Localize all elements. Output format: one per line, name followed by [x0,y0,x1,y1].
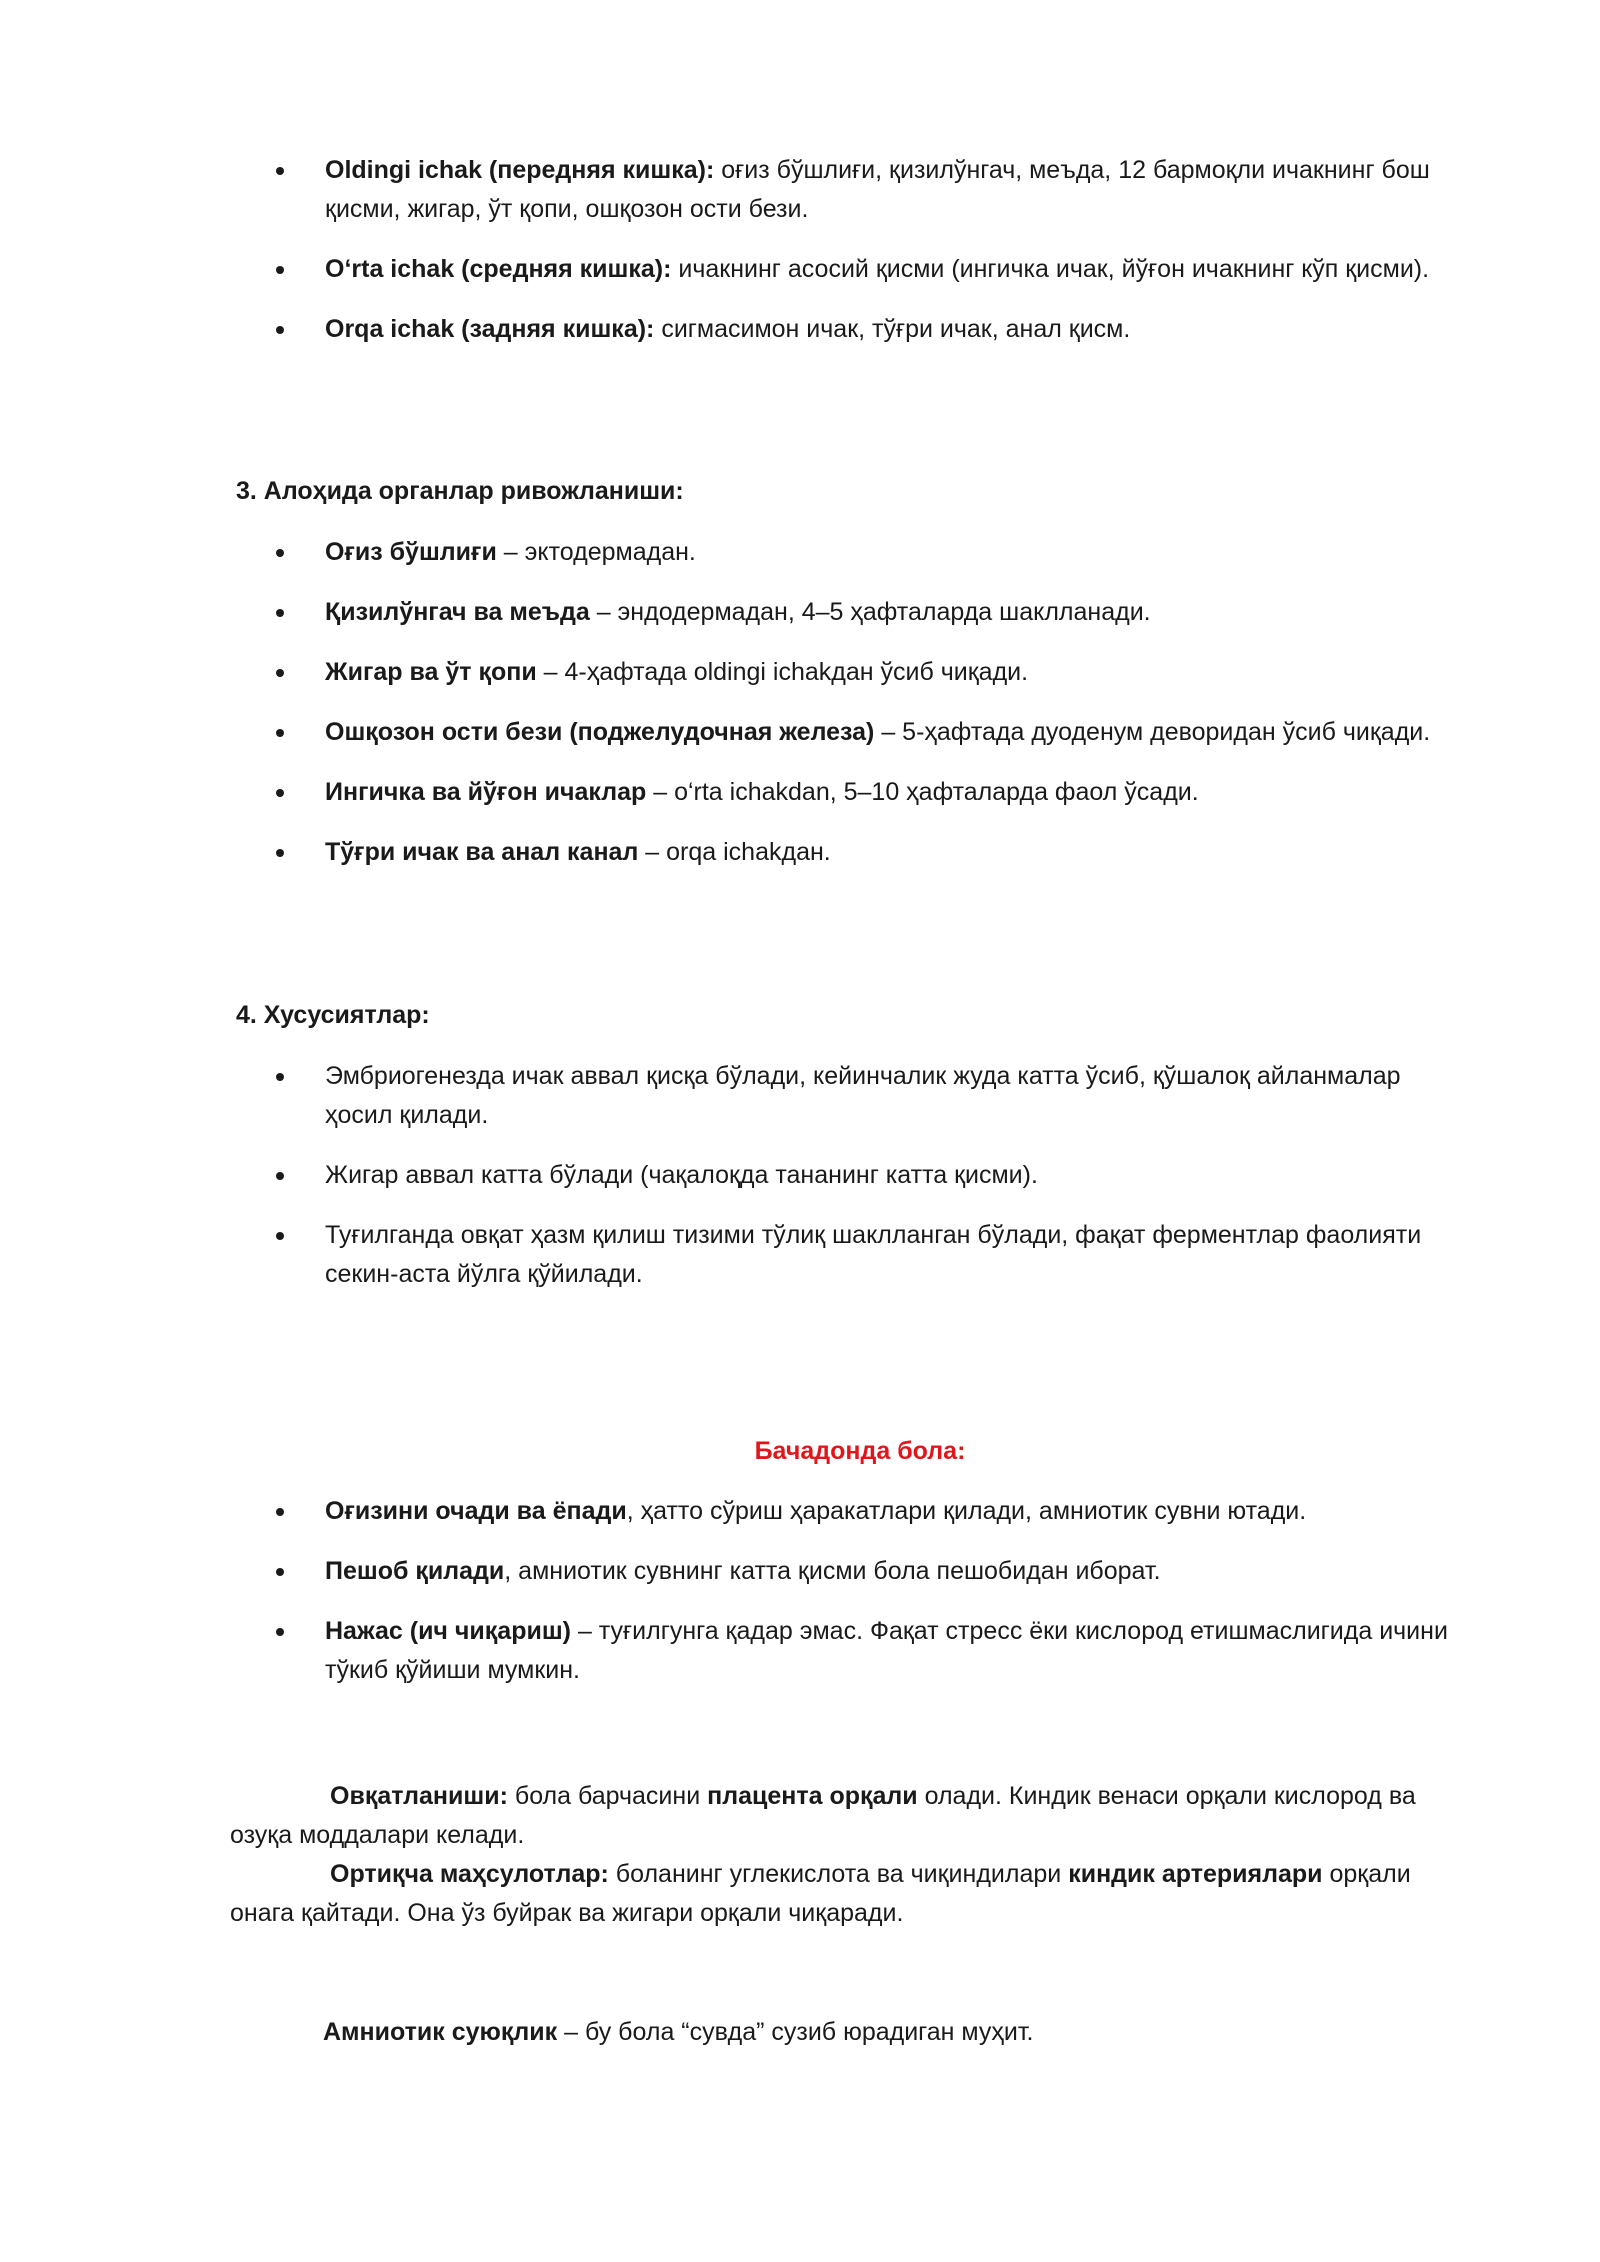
term: Пешоб қилади [325,1557,505,1585]
bullet-icon [276,326,284,334]
term: O‘rta ichak (средняя кишка): [325,255,672,283]
intestine-parts-list [0,151,1600,370]
list-item [0,151,1600,229]
womb-list [0,1492,1600,1711]
term: Тўғри ичак ва анал канал [325,838,639,866]
list-item [0,1156,1600,1195]
item-text: Эмбриогенезда ичак аввал қисқа бўлади, кейинчалик жуда катта ўсиб, қўшалоқ айланмалар ҳосил қилади. [325,1062,1401,1129]
item-text: Жигар аввал катта бўлади (чақалоқда тананинг катта қисми). [325,1161,1038,1189]
bullet-icon [276,266,284,274]
paragraph-text: олади. Киндик венаси орқали кислород ва озуқа моддалари келади. [230,1782,1416,1849]
term: Овқатланиши: [330,1782,508,1810]
bullet-icon [276,549,284,557]
term-emphasis: киндик артериялари [1068,1860,1323,1888]
nutrition-paragraph [230,1777,1480,1855]
list-item [0,773,1600,812]
term: Жигар ва ўт қопи [325,658,537,686]
term: Ортиқча маҳсулотлар: [330,1860,609,1888]
term: Ошқозон ости бези (поджелудочная железа) [325,718,875,746]
item-text: – туғилгунга қадар эмас. Фақат стресс ёки кислород етишмаслигида ичини тўкиб қўйиши мумкин. [325,1617,1448,1684]
term: Ингичка ва йўғон ичаклар [325,778,647,806]
term: Orqa ichak (задняя кишка): [325,315,655,343]
womb-title: Бачадонда бола: [754,1437,966,1465]
features-heading: 4. Хусусиятлар: [236,1001,430,1029]
item-text: оғиз бўшлиғи, қизилўнгач, меъда, 12 бармоқли ичакнинг бош қисми, жигар, ўт қопи, ошқозон ости бези. [325,156,1430,223]
paragraph-text: боланинг углекислота ва чиқиндилари [608,1860,1069,1888]
term-emphasis: плацента орқали [707,1782,918,1810]
bullet-icon [276,1172,284,1180]
list-item [0,1552,1600,1591]
term: Нажас (ич чиқариш) [325,1617,571,1645]
bullet-icon [276,609,284,617]
list-item [0,593,1600,632]
item-text: , амниотик сувнинг катта қисми бола пешобидан иборат. [504,1557,1161,1585]
term: Oldingi ichak (передняя кишка): [325,156,715,184]
item-text: – 4-ҳафтада oldingi ichakдан ўсиб чиқади. [536,658,1029,686]
bullet-icon [276,849,284,857]
bullet-icon [276,1508,284,1516]
list-item [0,653,1600,692]
item-text: – эктодермадан. [496,538,696,566]
waste-paragraph [230,1855,1480,1933]
list-item [0,250,1600,289]
paragraph-text: бола барчасини [507,1782,708,1810]
term: Оғиз бўшлиғи [325,538,497,566]
item-text: – 5-ҳафтада дуоденум деворидан ўсиб чиқади. [874,718,1431,746]
bullet-icon [276,1073,284,1081]
bullet-icon [276,1628,284,1636]
bullet-icon [276,789,284,797]
list-item [0,1057,1600,1135]
item-text: – orqa ichakдан. [638,838,831,866]
item-text: – эндодермадан, 4–5 ҳафталарда шаклланади. [589,598,1151,626]
term: Қизилўнгач ва меъда [325,598,590,626]
list-item [0,833,1600,872]
amniotic-paragraph [323,2013,1573,2052]
term: Оғизини очади ва ёпади [325,1497,627,1525]
list-item [0,533,1600,572]
organs-list [0,533,1600,893]
paragraph-text: – бу бола “сувда” сузиб юрадиган муҳит. [557,2018,1034,2046]
list-item [0,1612,1600,1690]
bullet-icon [276,729,284,737]
term: Амниотик суюқлик [323,2018,558,2046]
item-text: – o‘rta ichakdan, 5–10 ҳафталарда фаол ўсади. [646,778,1199,806]
list-item [0,1216,1600,1294]
bullet-icon [276,1232,284,1240]
item-text: ичакнинг асосий қисми (ингичка ичак, йўғон ичакнинг кўп қисми). [671,255,1430,283]
features-list [0,1057,1600,1315]
item-text: сигмасимон ичак, тўғри ичак, анал қисм. [654,315,1131,343]
organs-heading: 3. Алоҳида органлар ривожланиши: [236,477,684,505]
list-item [0,1492,1600,1531]
bullet-icon [276,669,284,677]
paragraph-text: орқали онага қайтади. Она ўз буйрак ва жигари орқали чиқаради. [230,1860,1411,1927]
bullet-icon [276,1568,284,1576]
bullet-icon [276,167,284,175]
item-text: , ҳатто сўриш ҳаракатлари қилади, амниотик сувни ютади. [626,1497,1307,1525]
list-item [0,713,1600,752]
item-text: Туғилганда овқат ҳазм қилиш тизими тўлиқ шаклланган бўлади, фақат ферментлар фаолияти секин-аста йўлга қўйилади. [325,1221,1422,1288]
list-item [0,310,1600,349]
